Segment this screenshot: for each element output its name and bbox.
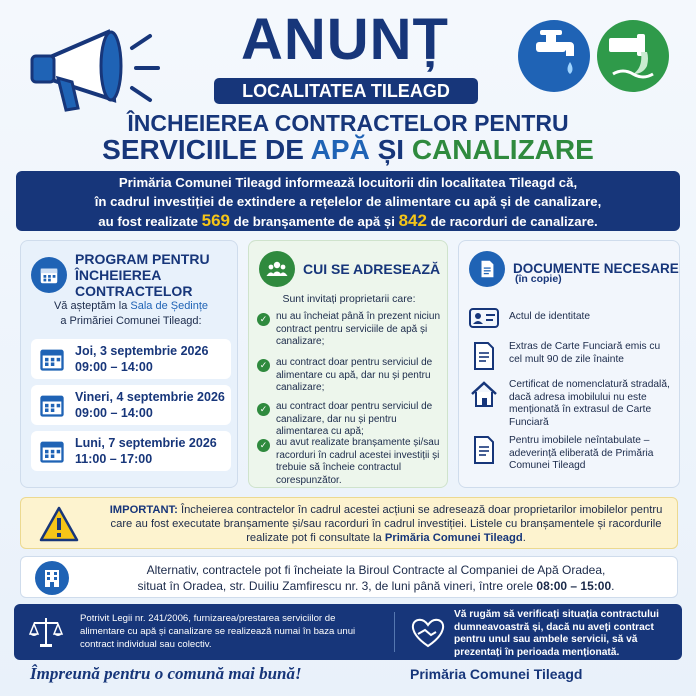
meeting-room: Sala de Ședințe (130, 300, 209, 312)
schedule-text (75, 435, 217, 467)
alternative-body: situat în Oradea, str. Duiliu Zamfirescu nr. 3, de luni până vineri, între orele (137, 579, 537, 593)
alternative-notice (20, 556, 678, 598)
important-body: Listele cu branșamentele și racordurile realizate pot fi consultate la (246, 518, 662, 544)
schedule-hours: 11:00 – 17:00 (75, 452, 153, 466)
schedule-header (31, 251, 237, 299)
subtitle-line1: ÎNCHEIEREA CONTRACTELOR PENTRU (127, 110, 569, 136)
legal-band (14, 604, 682, 660)
list-item (257, 437, 443, 487)
legal-text: Potrivit Legii nr. 241/2006, furnizarea/prestarea serviciilor de alimentare cu apă și canalizare se realizează numai în baza unui contract individual sau colectiv. (80, 613, 356, 650)
list-item (257, 357, 443, 395)
schedule-title (75, 251, 237, 299)
schedule-intro-text: Vă așteptăm la (53, 300, 131, 312)
schedule-item (31, 431, 231, 471)
schedule-hours: 09:00 – 14:00 (75, 360, 153, 374)
calendar-icon (37, 345, 67, 373)
intro-text: de branșamente de apă și (229, 214, 399, 229)
megaphone-icon (18, 18, 168, 118)
alternative-line (81, 578, 671, 594)
check-icon: ✓ (257, 439, 270, 452)
warning-icon (39, 506, 79, 542)
slogan: Împreună pentru o comună mai bună! (30, 664, 302, 683)
schedule-intro-text: a Primăriei Comunei Tileagd: (60, 315, 202, 327)
document-icon (469, 341, 499, 371)
office-hours: 08:00 – 15:00 (536, 579, 612, 593)
audience-panel (248, 240, 448, 488)
page-title: ANUNȚ (241, 7, 449, 72)
important-notice (20, 497, 678, 549)
people-icon (259, 251, 295, 287)
list-item (257, 311, 443, 349)
audience-header (259, 251, 440, 287)
signature: Primăria Comunei Tileagd (410, 666, 583, 682)
list-item-text: au contract doar pentru serviciul de alimentare cu apă, dar nu și pentru canalizare; (276, 357, 433, 393)
intro-line: în cadrul investiției de extindere a rețelelor de alimentare cu apă și de canalizare, (94, 194, 602, 209)
alternative-end: . (611, 579, 615, 593)
scales-icon (28, 614, 64, 650)
important-end: . (522, 532, 526, 544)
audience-title: CUI SE ADRESEAZĂ (303, 261, 441, 277)
documents-panel (458, 240, 680, 488)
request-text: Vă rugăm să verificați situația contractului dumneavoastră și, dacă nu aveți contract pentru unul sau ambele servicii, să vă prezentați în perioada menționată. (454, 609, 659, 658)
calendar-icon (37, 437, 67, 465)
documents-title: DOCUMENTE NECESARE (513, 261, 679, 276)
title-line: ÎNCHEIEREA CONTRACTELOR (75, 267, 193, 299)
schedule-day: Luni, 7 septembrie 2026 (75, 436, 217, 450)
subtitle-line2 (0, 134, 696, 166)
list-item-text: nu au încheiat până în prezent niciun contract pentru serviciile de apă și canalizare; (276, 311, 441, 347)
schedule-text (75, 389, 225, 421)
schedule-text (75, 343, 208, 375)
document-item (469, 303, 675, 333)
alternative-text (81, 562, 671, 594)
document-text: Certificat de nomenclatură stradală, dacă adresa imobilului nu este menționată în extrasul de Carte Funciară (509, 379, 670, 428)
important-highlight: Primăria Comunei Tileagd (384, 532, 523, 544)
calendar-icon (31, 257, 67, 293)
documents-header (469, 251, 679, 287)
document-text: Pentru imobilele neîntabulate – adeverință eliberată de Primăria Comunei Tileagd (509, 435, 654, 471)
schedule-intro (31, 299, 231, 329)
document-item (469, 435, 675, 473)
schedule-day: Joi, 3 septembrie 2026 (75, 344, 209, 358)
schedule-day: Vineri, 4 septembrie 2026 (75, 390, 225, 404)
document-text: Actul de identitate (509, 311, 590, 322)
document-item (469, 379, 675, 429)
schedule-panel (20, 240, 238, 488)
subtitle-sewer: CANALIZARE (411, 134, 594, 165)
schedule-item (31, 339, 231, 379)
intro-line: Primăria Comunei Tileagd informează locuitorii din localitatea Tileagd că, (118, 175, 578, 190)
intro-text: au fost realizate (98, 214, 202, 229)
subtitle-part: ȘI (369, 134, 412, 165)
check-icon: ✓ (257, 403, 270, 416)
document-item (469, 341, 675, 371)
subtitle-part: SERVICIILE DE (102, 134, 311, 165)
list-item-text: au avut realizate branșamente și/sau racorduri în cadrul acestei investiții și trebuie să încheie contractul corespunzător. (276, 437, 440, 486)
check-icon: ✓ (257, 313, 270, 326)
house-icon (469, 379, 499, 409)
title-line: PROGRAM PENTRU (75, 251, 210, 267)
water-tap-icon (518, 20, 590, 92)
intro-banner (16, 171, 680, 231)
subtitle-water: APĂ (310, 134, 370, 165)
intro-line (16, 211, 680, 231)
document-icon (469, 435, 499, 465)
connections-count: 569 (201, 211, 230, 230)
locality-badge: LOCALITATEA TILEAGD (214, 78, 478, 104)
important-body: Încheierea contractelor în cadrul acestei acțiuni se adresează doar proprietarilor imobilelor pentru care au fost executate branșamente și/sau racorduri în cadrul investiției. (110, 504, 663, 530)
document-text: Extras de Carte Funciară emis cu cel mult 90 de zile înainte (509, 341, 661, 365)
handshake-icon (406, 614, 450, 650)
sewer-count: 842 (398, 211, 427, 230)
documents-subtitle: (în copie) (515, 273, 562, 285)
intro-text: de racorduri de canalizare. (426, 214, 598, 229)
id-card-icon (469, 303, 499, 333)
divider (394, 612, 395, 652)
list-item-text: au contract doar pentru serviciul de canalizare, dar nu și pentru alimentarea cu apă; (276, 401, 433, 437)
sewer-pipe-icon (597, 20, 669, 92)
document-icon (469, 251, 505, 287)
check-icon: ✓ (257, 359, 270, 372)
schedule-item (31, 385, 231, 425)
alternative-line: Alternativ, contractele pot fi încheiate la Biroul Contracte al Companiei de Apă Oradea, (146, 563, 606, 577)
important-text (101, 503, 671, 545)
list-item (257, 401, 443, 439)
calendar-icon (37, 391, 67, 419)
building-icon (35, 561, 69, 595)
audience-lead: Sunt invitați proprietarii care: (282, 293, 416, 305)
important-label: IMPORTANT: (109, 504, 178, 516)
schedule-hours: 09:00 – 14:00 (75, 406, 153, 420)
